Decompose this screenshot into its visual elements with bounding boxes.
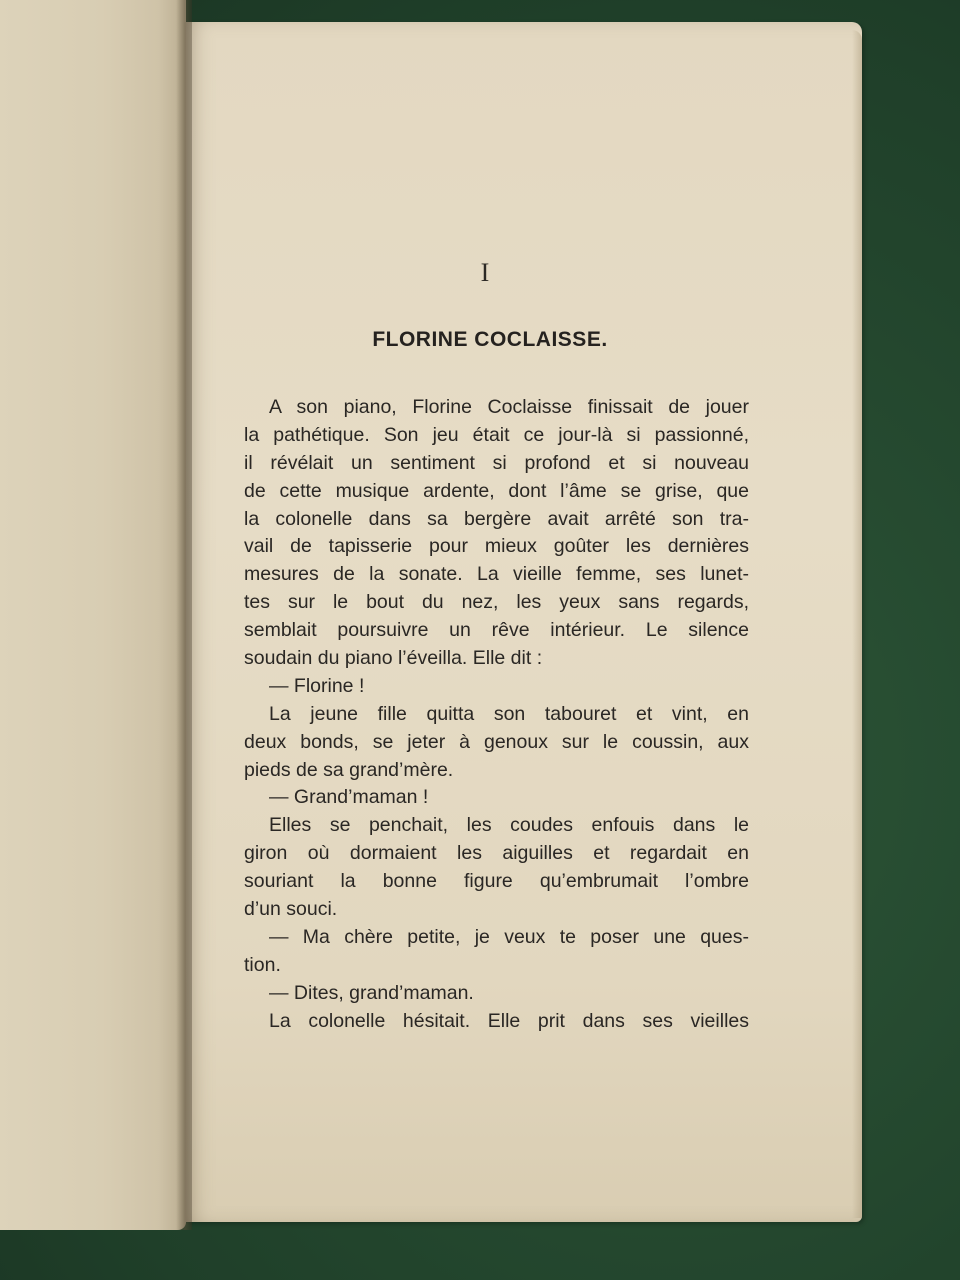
text-line: — Grand’maman !: [269, 786, 429, 809]
book-gutter: [176, 0, 192, 1230]
text-line: la colonelle dans sa bergère avait arrêté son tra-: [244, 507, 749, 530]
chapter-title: FLORINE COCLAISSE.: [372, 328, 608, 351]
text-line: tes sur le bout du nez, les yeux sans regards,: [244, 591, 749, 614]
text-line: — Ma chère petite, je veux te poser une ques-: [269, 925, 749, 948]
text-line: giron où dormaient les aiguilles et regardait en: [244, 842, 749, 865]
text-line: semblait poursuivre un rêve intérieur. Le silence: [244, 619, 749, 642]
left-page: [0, 0, 186, 1230]
chapter-number: I: [480, 258, 490, 287]
text-line: tion.: [244, 953, 281, 976]
text-line: — Florine !: [269, 674, 365, 697]
text-line: Elles se penchait, les coudes enfouis dans le: [269, 814, 749, 837]
text-line: souriant la bonne figure qu’embrumait l’ombre: [244, 870, 749, 893]
body-text: [244, 394, 749, 1035]
text-line: La jeune fille quitta son tabouret et vint, en: [269, 702, 749, 725]
text-line: d’un souci.: [244, 898, 338, 921]
text-line: La colonelle hésitait. Elle prit dans ses vieilles: [269, 1009, 749, 1032]
text-line: vail de tapisserie pour mieux goûter les dernières: [244, 535, 749, 558]
text-line: mesures de la sonate. La vieille femme, ses lunet-: [244, 563, 749, 586]
text-line: de cette musique ardente, dont l’âme se grise, que: [244, 479, 749, 502]
text-line: deux bonds, se jeter à genoux sur le coussin, aux: [244, 730, 749, 753]
text-line: il révélait un sentiment si profond et si nouveau: [244, 451, 749, 474]
text-line: pieds de sa grand’mère.: [244, 758, 454, 781]
text-line: — Dites, grand’maman.: [269, 981, 474, 1004]
page-edge: [852, 30, 862, 1218]
text-line: A son piano, Florine Coclaisse finissait de jouer: [269, 396, 749, 418]
text-line: la pathétique. Son jeu était ce jour-là si passionné,: [244, 423, 749, 446]
text-line: soudain du piano l’éveilla. Elle dit :: [244, 647, 543, 670]
